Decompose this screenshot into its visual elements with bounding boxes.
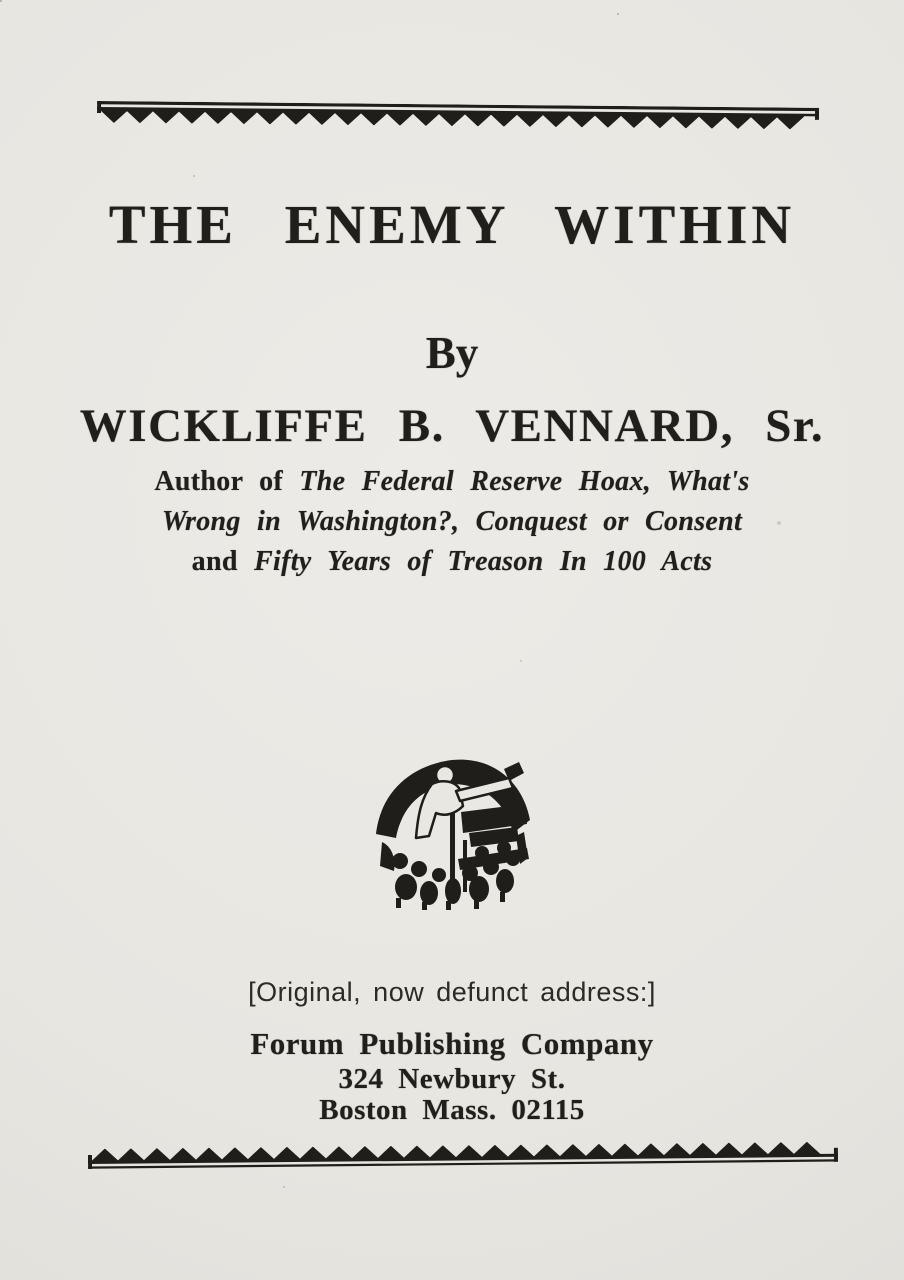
publisher-city: Boston Mass. 02115 bbox=[319, 1094, 585, 1126]
decorative-rule-top bbox=[97, 101, 819, 134]
book-title: THE ENEMY WITHIN bbox=[108, 194, 796, 255]
address-note: [Original, now defunct address:] bbox=[248, 977, 656, 1007]
credit-line-1-title: The Federal Reserve Hoax, What's bbox=[299, 466, 750, 497]
credit-line-3-title: Fifty Years of Treason In 100 Acts bbox=[254, 546, 713, 577]
credit-line-3 bbox=[0, 542, 904, 582]
publisher-street: 324 Newbury St. bbox=[338, 1063, 566, 1095]
credit-line-2: Wrong in Washington?, Conquest or Consent bbox=[161, 506, 743, 537]
printers-device-emblem-icon bbox=[366, 740, 538, 912]
author-name: WICKLIFFE B. VENNARD, Sr. bbox=[79, 400, 825, 452]
credit-line-1 bbox=[0, 462, 904, 502]
author-credit bbox=[0, 462, 904, 582]
publisher-name: Forum Publishing Company bbox=[250, 1026, 654, 1061]
byline: By bbox=[425, 328, 479, 378]
decorative-rule-bottom bbox=[88, 1140, 838, 1173]
scan-specks bbox=[0, 0, 2, 2]
credit-line-1-roman: Author of bbox=[154, 466, 300, 497]
credit-line-3-roman: and bbox=[191, 546, 255, 577]
